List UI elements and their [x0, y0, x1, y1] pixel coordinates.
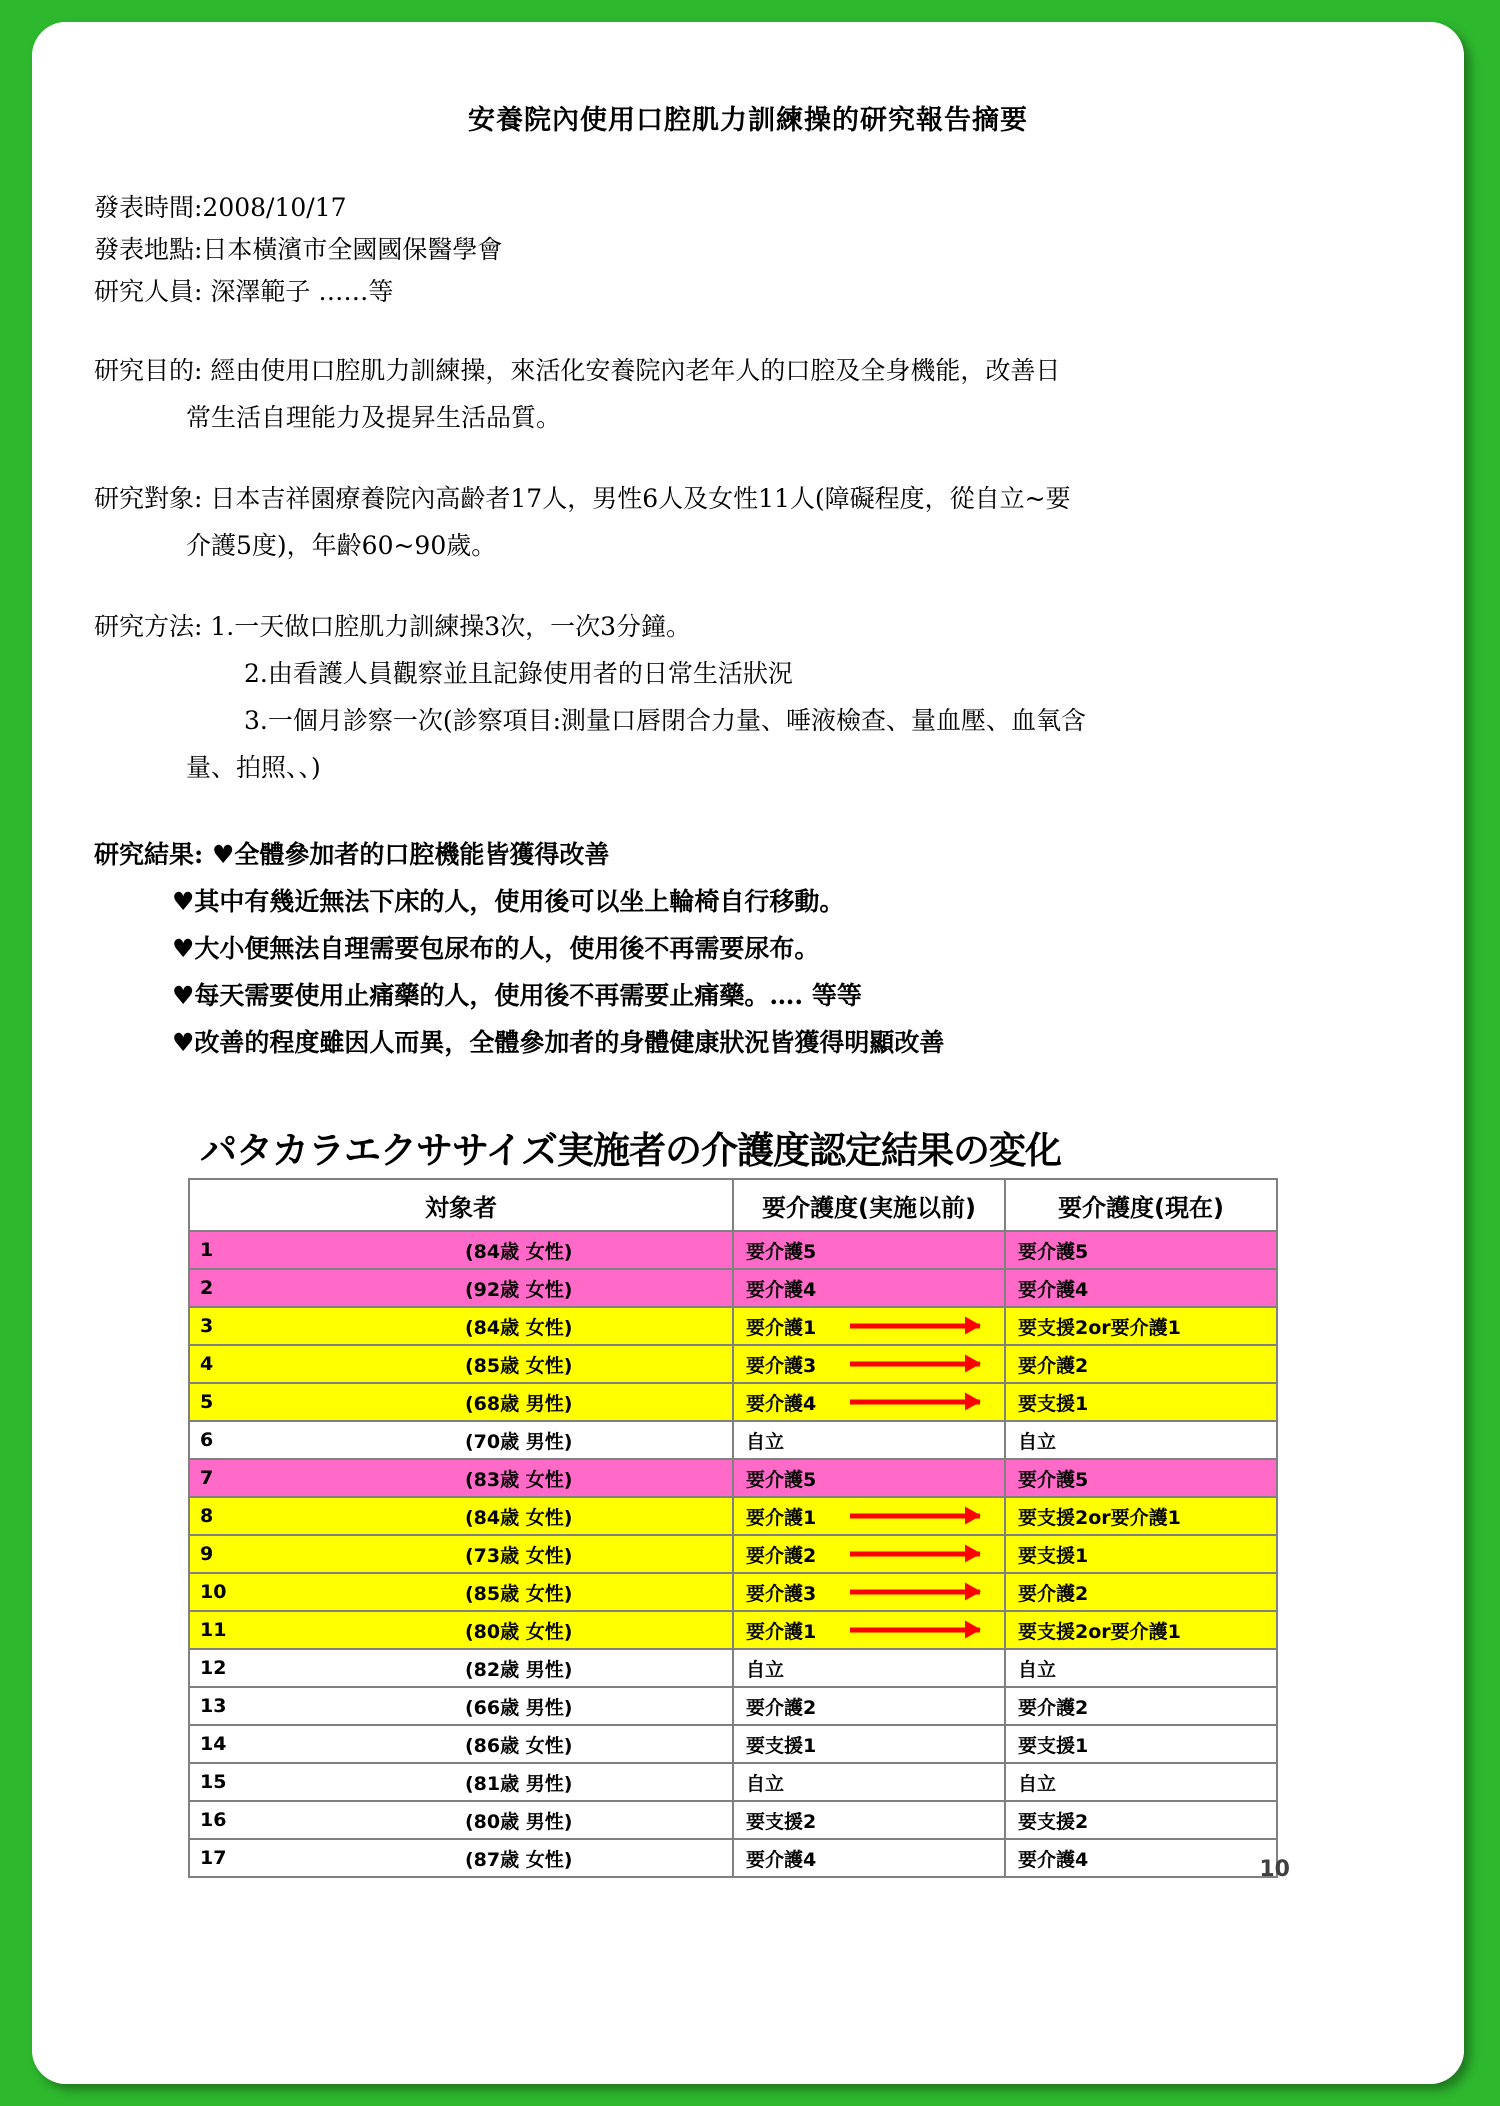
care-level-before-value: 要介護4 — [746, 1848, 817, 1871]
results-item-2: 其中有幾近無法下床的人，使用後可以坐上輪椅自行移動。 — [194, 887, 845, 916]
results-line-2 — [94, 878, 1424, 925]
row-care-level-after: 要介護2 — [1005, 1687, 1277, 1725]
results-first-line — [94, 831, 1424, 878]
row-subject: (83歳 女性) — [461, 1459, 733, 1497]
row-care-level-after: 自立 — [1005, 1763, 1277, 1801]
row-index: 4 — [189, 1345, 461, 1383]
row-subject: (66歳 男性) — [461, 1687, 733, 1725]
row-care-level-before — [733, 1345, 1005, 1383]
meta-line-presentation-date: 發表時間:2008/10/17 — [94, 193, 347, 222]
slide-title: パタカラエクササイズ実施者の介護度認定結果の変化 — [200, 1129, 1062, 1172]
page-title: 安養院內使用口腔肌力訓練操的研究報告摘要 — [468, 105, 1028, 136]
table-row — [189, 1459, 1277, 1497]
results-item-4: 每天需要使用止痛藥的人，使用後不再需要止痛藥。…. 等等 — [194, 981, 862, 1010]
row-subject: (85歳 女性) — [461, 1345, 733, 1383]
col-header-subject: 対象者 — [189, 1179, 733, 1231]
table-row — [189, 1231, 1277, 1269]
metadata-block — [32, 187, 1464, 313]
page-frame — [32, 22, 1464, 2084]
table-row — [189, 1725, 1277, 1763]
row-subject: (84歳 女性) — [461, 1231, 733, 1269]
section-purpose — [32, 347, 1464, 441]
purpose-label: 研究目的: — [94, 356, 203, 385]
care-level-before-value: 要介護5 — [746, 1240, 817, 1263]
care-level-before-value: 要介護2 — [746, 1544, 817, 1567]
row-index: 16 — [189, 1801, 461, 1839]
row-subject: (84歳 女性) — [461, 1307, 733, 1345]
row-care-level-before — [733, 1687, 1005, 1725]
care-level-before-value: 要支援1 — [746, 1734, 817, 1757]
row-subject: (87歳 女性) — [461, 1839, 733, 1877]
row-index: 3 — [189, 1307, 461, 1345]
purpose-line-2: 常生活自理能力及提昇生活品質。 — [186, 403, 562, 432]
row-subject: (82歳 男性) — [461, 1649, 733, 1687]
row-subject: (92歳 女性) — [461, 1269, 733, 1307]
row-index: 1 — [189, 1231, 461, 1269]
methods-first-line — [94, 603, 1424, 650]
heart-bullet-icon: ♥ — [172, 981, 195, 1010]
improvement-arrow-icon — [850, 1590, 980, 1595]
table-row — [189, 1535, 1277, 1573]
row-care-level-after: 要支援2or要介護1 — [1005, 1611, 1277, 1649]
purpose-first-line — [94, 347, 1424, 394]
improvement-arrow-icon — [850, 1514, 980, 1519]
care-level-before-value: 要介護1 — [746, 1620, 817, 1643]
row-care-level-after: 自立 — [1005, 1649, 1277, 1687]
subjects-first-line — [94, 475, 1424, 522]
care-level-before-value: 要介護3 — [746, 1354, 817, 1377]
row-index: 10 — [189, 1573, 461, 1611]
improvement-arrow-icon — [850, 1552, 980, 1557]
care-level-before-value: 要介護1 — [746, 1316, 817, 1339]
row-index: 14 — [189, 1725, 461, 1763]
row-care-level-after: 要介護4 — [1005, 1839, 1277, 1877]
row-care-level-before — [733, 1269, 1005, 1307]
care-level-slide — [178, 1120, 1318, 1882]
row-care-level-before — [733, 1763, 1005, 1801]
care-level-table — [188, 1178, 1278, 1878]
purpose-line-1: 經由使用口腔肌力訓練操，來活化安養院內老年人的口腔及全身機能，改善日 — [210, 356, 1061, 385]
row-care-level-before — [733, 1383, 1005, 1421]
care-level-before-value: 自立 — [746, 1658, 785, 1681]
row-index: 17 — [189, 1839, 461, 1877]
row-care-level-after: 要支援1 — [1005, 1725, 1277, 1763]
table-row — [189, 1421, 1277, 1459]
table-row — [189, 1611, 1277, 1649]
row-care-level-before — [733, 1459, 1005, 1497]
table-row — [189, 1573, 1277, 1611]
row-care-level-after: 要介護5 — [1005, 1459, 1277, 1497]
meta-line-presentation-venue: 發表地點:日本橫濱市全國國保醫學會 — [94, 235, 503, 264]
row-index: 13 — [189, 1687, 461, 1725]
section-results — [32, 831, 1464, 1066]
table-row — [189, 1839, 1277, 1877]
improvement-arrow-icon — [850, 1628, 980, 1633]
row-subject: (80歳 女性) — [461, 1611, 733, 1649]
table-row — [189, 1383, 1277, 1421]
care-level-before-value: 要介護4 — [746, 1278, 817, 1301]
row-care-level-before — [733, 1839, 1005, 1877]
row-subject: (80歳 男性) — [461, 1801, 733, 1839]
row-subject: (70歳 男性) — [461, 1421, 733, 1459]
row-care-level-before — [733, 1421, 1005, 1459]
table-row — [189, 1763, 1277, 1801]
section-subjects — [32, 475, 1464, 569]
page-inner — [32, 22, 1464, 2084]
row-care-level-before — [733, 1801, 1005, 1839]
care-table-header-row — [189, 1179, 1277, 1231]
row-care-level-after: 要介護2 — [1005, 1345, 1277, 1383]
table-row — [189, 1269, 1277, 1307]
results-line-4 — [94, 972, 1424, 1019]
row-care-level-before — [733, 1307, 1005, 1345]
care-level-before-value: 要介護4 — [746, 1392, 817, 1415]
care-level-before-value: 要介護1 — [746, 1506, 817, 1529]
row-care-level-after: 要介護2 — [1005, 1573, 1277, 1611]
care-table-body — [189, 1231, 1277, 1877]
table-row — [189, 1345, 1277, 1383]
table-row — [189, 1307, 1277, 1345]
row-care-level-after: 自立 — [1005, 1421, 1277, 1459]
care-level-before-value: 要介護2 — [746, 1696, 817, 1719]
row-index: 12 — [189, 1649, 461, 1687]
row-subject: (81歳 男性) — [461, 1763, 733, 1801]
care-level-before-value: 要支援2 — [746, 1810, 817, 1833]
row-subject: (85歳 女性) — [461, 1573, 733, 1611]
row-care-level-before — [733, 1649, 1005, 1687]
row-care-level-after: 要介護5 — [1005, 1231, 1277, 1269]
row-subject: (73歳 女性) — [461, 1535, 733, 1573]
col-header-after: 要介護度(現在) — [1005, 1179, 1277, 1231]
row-care-level-before — [733, 1535, 1005, 1573]
table-row — [189, 1497, 1277, 1535]
slide-page-number: 10 — [1259, 1857, 1290, 1882]
row-care-level-after: 要支援1 — [1005, 1383, 1277, 1421]
subjects-line-1: 日本吉祥園療養院內高齡者17人，男性6人及女性11人(障礙程度，從自立~要 — [210, 484, 1071, 513]
results-label: 研究結果: — [94, 840, 204, 869]
care-table-head — [189, 1179, 1277, 1231]
improvement-arrow-icon — [850, 1400, 980, 1405]
row-care-level-after: 要支援2or要介護1 — [1005, 1497, 1277, 1535]
methods-item-3: 3.一個月診察一次(診察項目:測量口唇閉合力量、唾液檢查、量血壓、血氧含 — [244, 706, 1087, 735]
table-row — [189, 1687, 1277, 1725]
row-index: 2 — [189, 1269, 461, 1307]
results-item-3: 大小便無法自理需要包尿布的人，使用後不再需要尿布。 — [194, 934, 820, 963]
methods-label: 研究方法: — [94, 612, 203, 641]
row-care-level-before — [733, 1611, 1005, 1649]
row-index: 15 — [189, 1763, 461, 1801]
row-care-level-after: 要介護4 — [1005, 1269, 1277, 1307]
row-care-level-before — [733, 1725, 1005, 1763]
meta-line-researchers: 研究人員: 深澤範子 ……等 — [94, 277, 394, 306]
table-row — [189, 1801, 1277, 1839]
heart-bullet-icon: ♥ — [172, 934, 195, 963]
row-care-level-after: 要支援1 — [1005, 1535, 1277, 1573]
heart-bullet-icon: ♥ — [172, 1028, 195, 1057]
row-care-level-before — [733, 1231, 1005, 1269]
row-index: 11 — [189, 1611, 461, 1649]
table-row — [189, 1649, 1277, 1687]
results-item-1: 全體參加者的口腔機能皆獲得改善 — [234, 840, 610, 869]
care-level-before-value: 要介護5 — [746, 1468, 817, 1491]
row-index: 5 — [189, 1383, 461, 1421]
row-care-level-after: 要支援2 — [1005, 1801, 1277, 1839]
row-care-level-after: 要支援2or要介護1 — [1005, 1307, 1277, 1345]
subjects-line-2: 介護5度)，年齡60~90歲。 — [186, 531, 497, 560]
results-line-5 — [94, 1019, 1424, 1066]
methods-item-1: 1.一天做口腔肌力訓練操3次，一次3分鐘。 — [210, 612, 692, 641]
care-level-before-value: 要介護3 — [746, 1582, 817, 1605]
row-care-level-before — [733, 1573, 1005, 1611]
row-index: 9 — [189, 1535, 461, 1573]
methods-item-2: 2.由看護人員觀察並且記錄使用者的日常生活狀況 — [244, 659, 793, 688]
subjects-label: 研究對象: — [94, 484, 203, 513]
row-subject: (86歳 女性) — [461, 1725, 733, 1763]
row-index: 8 — [189, 1497, 461, 1535]
row-subject: (68歳 男性) — [461, 1383, 733, 1421]
section-methods — [32, 603, 1464, 791]
embedded-slide-image — [32, 1120, 1464, 1938]
care-level-before-value: 自立 — [746, 1430, 785, 1453]
results-line-3 — [94, 925, 1424, 972]
row-index: 6 — [189, 1421, 461, 1459]
results-item-5: 改善的程度雖因人而異，全體參加者的身體健康狀況皆獲得明顯改善 — [194, 1028, 945, 1057]
row-index: 7 — [189, 1459, 461, 1497]
heart-bullet-icon: ♥ — [172, 887, 195, 916]
improvement-arrow-icon — [850, 1362, 980, 1367]
methods-item-3-cont: 量、拍照、、) — [186, 753, 321, 782]
col-header-before: 要介護度(実施以前) — [733, 1179, 1005, 1231]
care-level-before-value: 自立 — [746, 1772, 785, 1795]
heart-bullet-icon: ♥ — [211, 840, 235, 869]
improvement-arrow-icon — [850, 1324, 980, 1329]
row-care-level-before — [733, 1497, 1005, 1535]
row-subject: (84歳 女性) — [461, 1497, 733, 1535]
document-body — [32, 22, 1464, 2084]
